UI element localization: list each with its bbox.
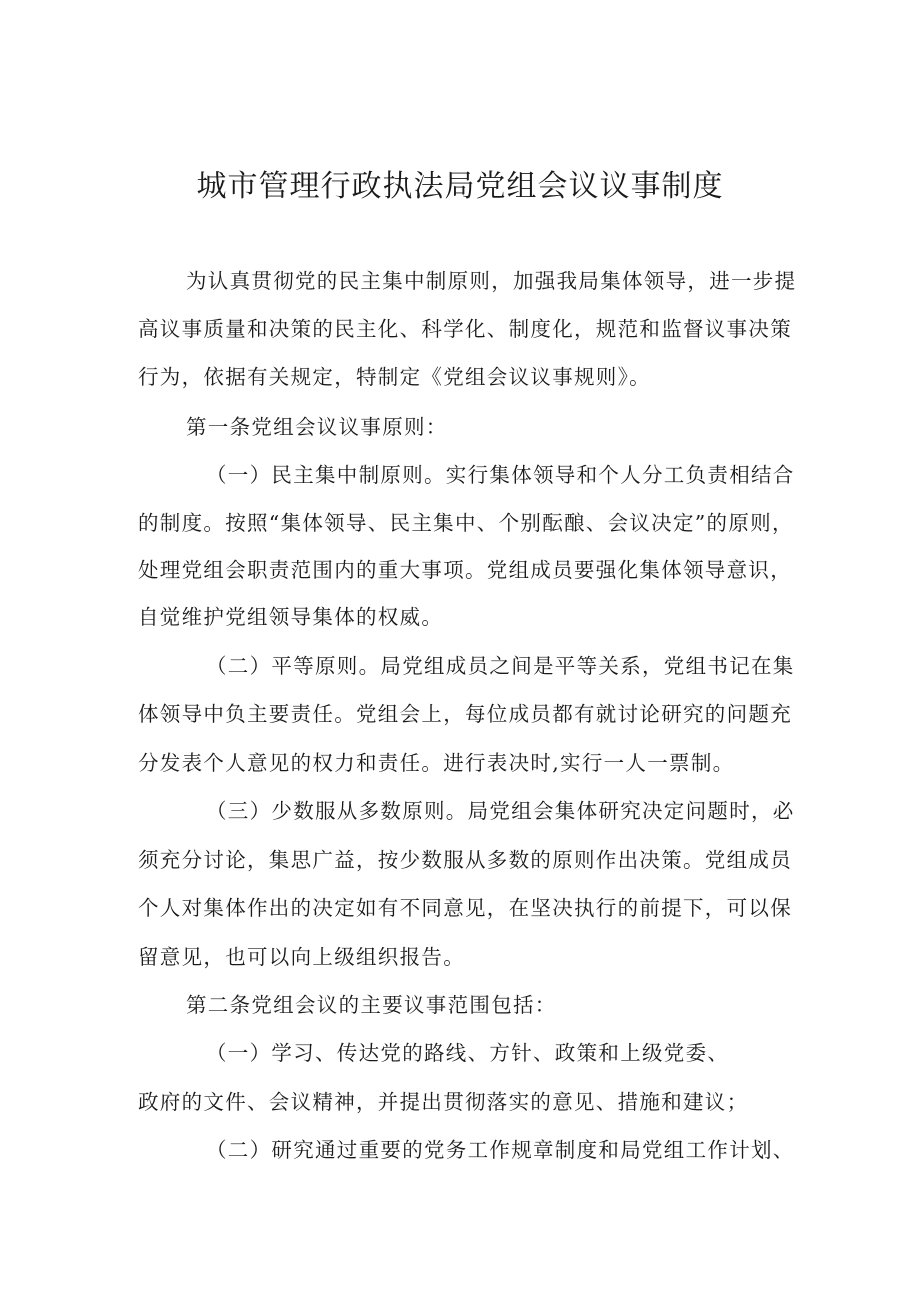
paragraph-line: 政府的文件、会议精神，并提出贯彻落实的意见、措施和建议； — [138, 1090, 749, 1114]
article-heading: 第二条党组会议的主要议事范围包括： — [186, 993, 557, 1017]
paragraph-line: 行为，依据有关规定，特制定《党组会议议事规则》。 — [138, 365, 651, 389]
paragraph-line: （一）学习、传达党的路线、方针、政策和上级党委、 — [206, 1041, 730, 1065]
paragraph-line: 的制度。按照“集体领导、民主集中、个别酝酿、会议决定”的原则， — [138, 511, 794, 535]
paragraph-line: （二）平等原则。局党组成员之间是平等关系，党组书记在集 — [206, 654, 795, 678]
paragraph-line: 体领导中负主要责任。党组会上，每位成员都有就讨论研究的问题充 — [138, 702, 792, 726]
article-heading: 第一条党组会议议事原则： — [186, 415, 448, 439]
paragraph-line: 高议事质量和决策的民主化、科学化、制度化，规范和监督议事决策 — [138, 317, 792, 341]
paragraph-line: （一）民主集中制原则。实行集体领导和个人分工负责相结合 — [206, 463, 795, 487]
paragraph-line: 个人对集体作出的决定如有不同意见，在坚决执行的前提下，可以保 — [138, 896, 792, 920]
paragraph-line: （三）少数服从多数原则。局党组会集体研究决定问题时，必 — [206, 799, 795, 823]
paragraph-line: 自觉维护党组领导集体的权威。 — [138, 605, 444, 629]
paragraph-line: 分发表个人意见的权力和责任。进行表决时,实行一人一票制。 — [138, 751, 735, 775]
document-title: 城市管理行政执法局党组会议议事制度 — [196, 169, 724, 204]
paragraph-line: 处理党组会职责范围内的重大事项。党组成员要强化集体领导意识， — [138, 558, 792, 582]
paragraph-line: 须充分讨论，集思广益，按少数服从多数的原则作出决策。党组成员 — [138, 848, 792, 872]
paragraph-line: （二）研究通过重要的党务工作规章制度和局党组工作计划、 — [206, 1138, 795, 1162]
paragraph-line: 为认真贯彻党的民主集中制原则，加强我局集体领导，进一步提 — [186, 269, 797, 293]
paragraph-line: 留意见，也可以向上级组织报告。 — [138, 945, 465, 969]
